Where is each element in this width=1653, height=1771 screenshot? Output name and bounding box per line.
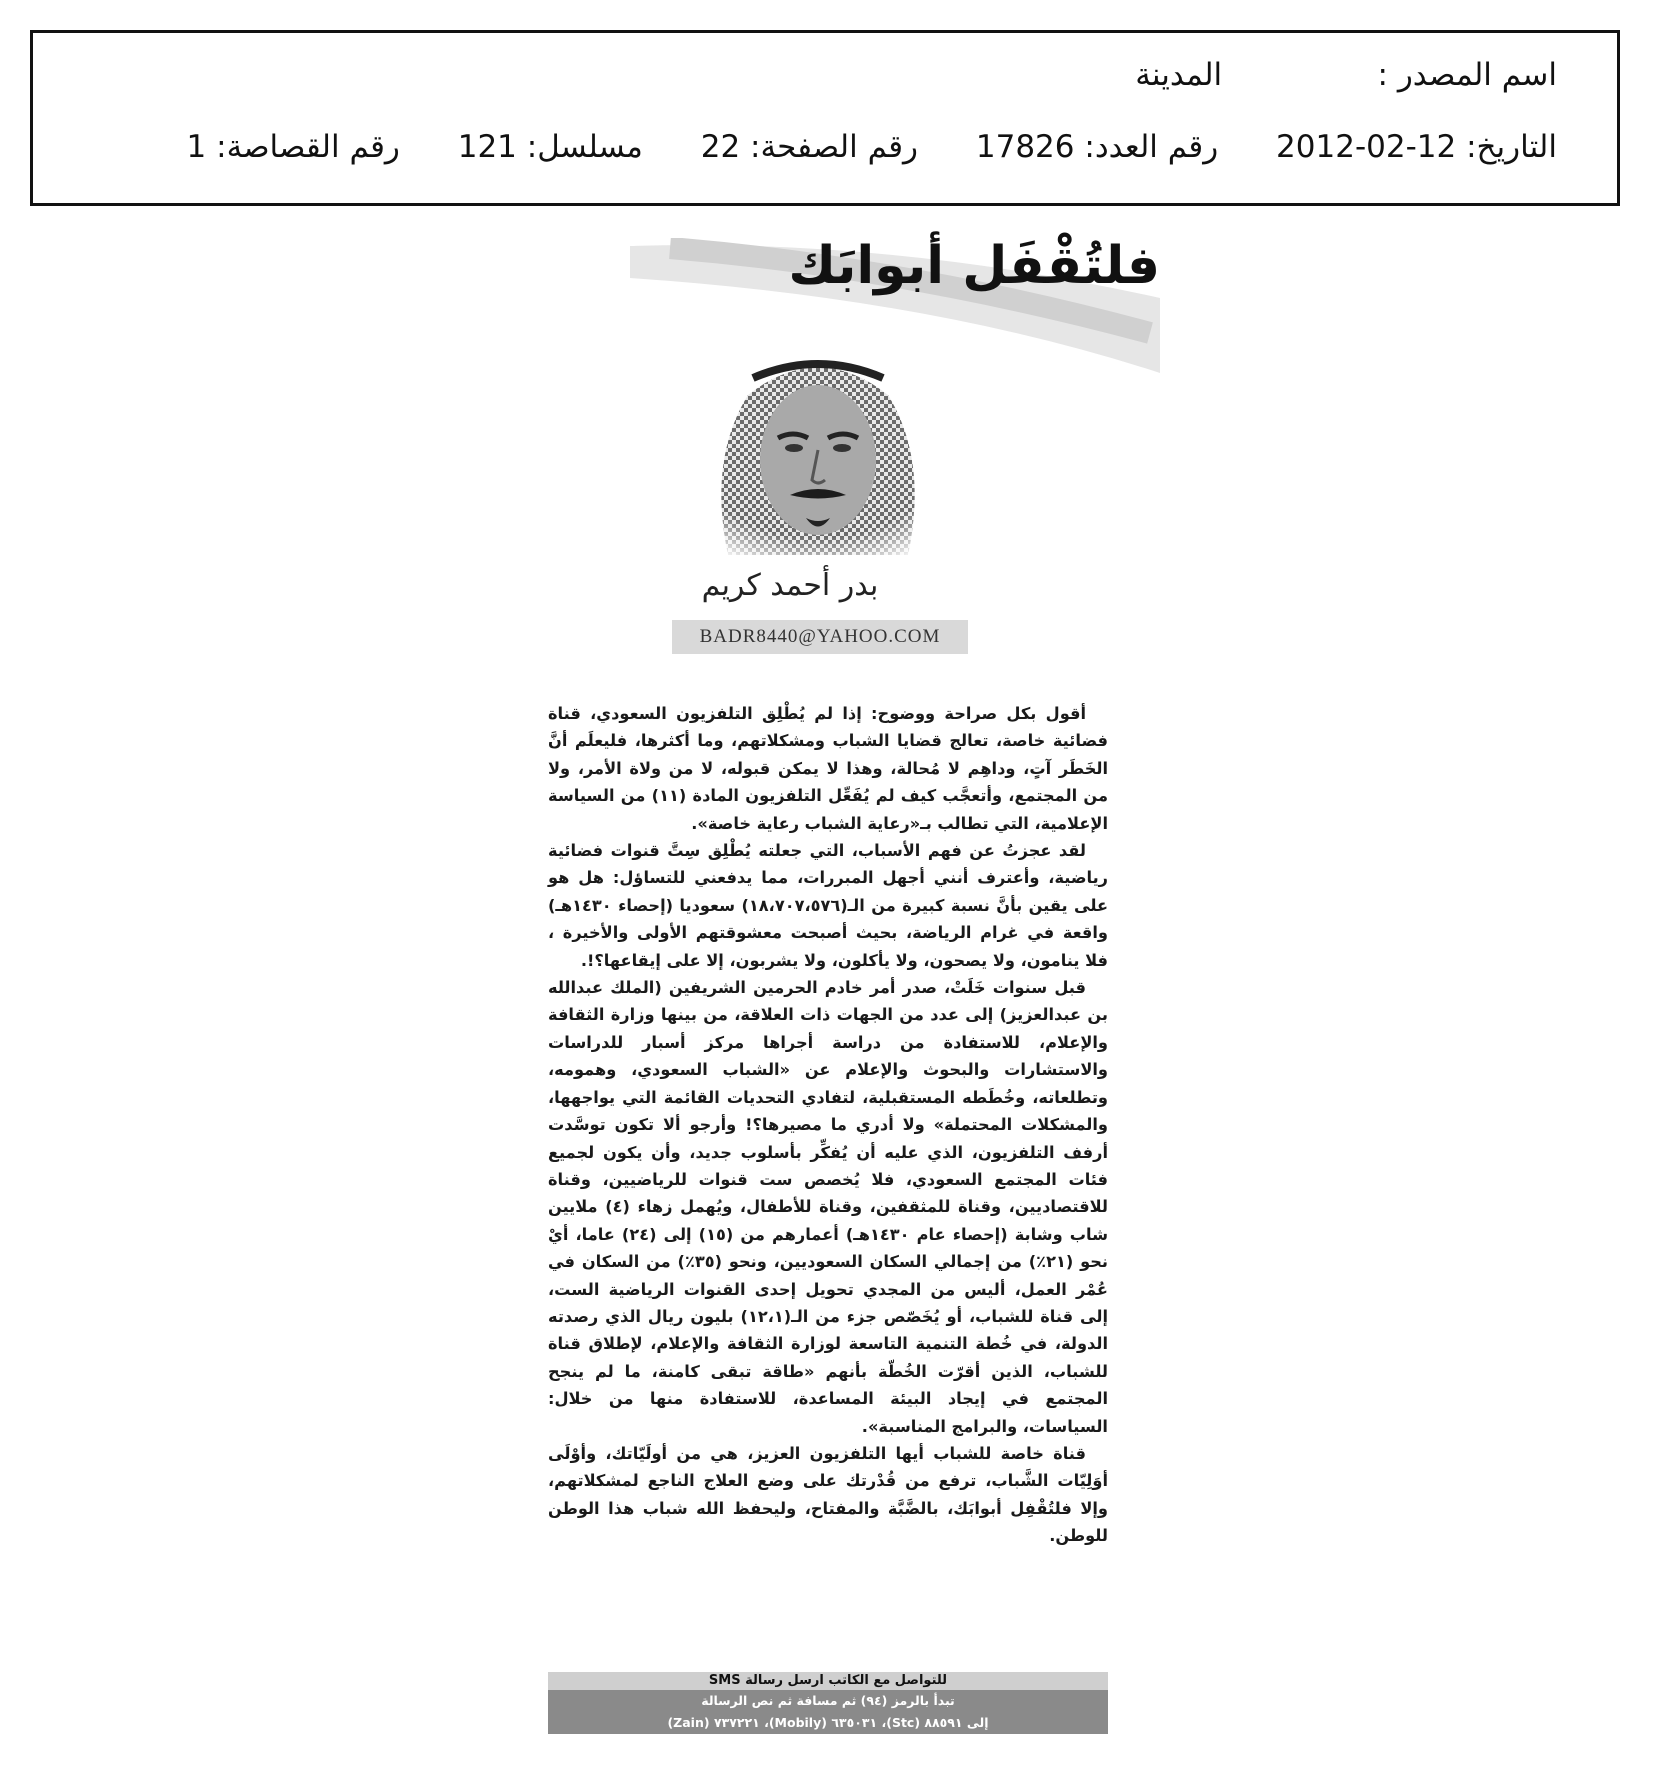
source-label: اسم المصدر :: [1377, 57, 1557, 93]
article-headline: فلتُقْفَل أبوابَك: [788, 236, 1160, 296]
author-portrait: [668, 340, 968, 555]
sms-title: للتواصل مع الكاتب ارسل رسالة SMS: [548, 1672, 1108, 1690]
issue-label: رقم العدد:: [1084, 129, 1219, 165]
date-value: 2012-02-12: [1276, 129, 1457, 165]
body-paragraph: قبل سنوات خَلَتْ، صدر أمر خادم الحرمين الشريفين (الملك عبدالله بن عبدالعزيز) إلى عدد من الجهات ذات العلاقة، من بينها وزارة الثقافة والإعلام، للاستفادة من دراسة أجراها مركز أسبار للدراسات والاستشارات والبحوث والإعلام عن «الشباب السعودي، وهمومه، وتطلعاته، وخُطَطه المستقبلية، لتفادي التحديات القائمة التي يواجهها، والمشكلات المحتملة» ولا أدري ما مصيرها؟! وأرجو ألا تكون توسَّدت أرفف التلفزيون، الذي عليه أن يُفكِّر بأسلوب جديد، وأن يكون لجميع فئات المجتمع السعودي، فلا يُخصص ست قنوات للرياضيين، وقناة للاقتصاديين، وقناة للمثقفين، وقناة للأطفال، ويُهمل زهاء (٤) ملايين شاب وشابة (إحصاء عام ١٤٣٠هـ) أعمارهم من (١٥) إلى (٢٤) عاما، أيْ نحو (٢١٪) من إجمالي السكان السعوديين، ونحو (٣٥٪) من السكان في عُمْر العمل، أليس من المجدي تحويل إحدى القنوات الرياضية الست، إلى قناة للشباب، أو يُخَصّص جزء من الـ(١٢،١) بليون ريال الذي رصدته الدولة، في خُطة التنمية التاسعة لوزارة الثقافة والإعلام، لإطلاق قناة للشباب، الذين أقرّت الخُطّة بأنهم «طاقة تبقى كامنة، ما لم ينجح المجتمع في إيجاد البيئة المساعدة، للاستفادة منها من خلال: السياسات، والبرامج المناسبة».: [548, 978, 1109, 1436]
body-paragraph: قناة خاصة للشباب أيها التلفزيون العزيز، هي من أولَيّاتك، وأوْلَى أوَلِيّات الشَّباب، ترفع من قُدْرتك على وضع العلاج الناجع لمشكلاتهم، وإلا فلتُقْفِل أبوابَك، بالضَّبَّة والمفتاح، وليحفظ الله شباب هذا الوطن للوطن.: [548, 1443, 1108, 1546]
serial-label: مسلسل:: [526, 129, 643, 165]
clip-label: رقم القصاصة:: [216, 129, 400, 165]
author-name: بدر أحمد كريم: [701, 568, 879, 603]
serial-value: 121: [457, 129, 517, 165]
sms-instructions: تبدأ بالرمز (٩٤) ثم مسافة ثم نص الرسالة: [548, 1690, 1108, 1712]
page-value: 22: [700, 129, 741, 165]
date-label: التاريخ:: [1466, 129, 1557, 165]
author-email: BADR8440@YAHOO.COM: [672, 620, 968, 654]
body-paragraph: لقد عجزتُ عن فهم الأسباب، التي جعلته يُطْلِق سِتَّ قنوات فضائية رياضية، وأعترف أنني أجهل المبررات، مما يدفعني للتساؤل: هل هو على يقين بأنَّ نسبة كبيرة من الـ(١٨،٧٠٧،٥٧٦) سعوديا (إحصاء ١٤٣٠هـ) واقعة في غرام الرياضة، بحيث أصبحت معشوقتهم الأولى والأخيرة ، فلا ينامون، ولا يصحون، ولا يأكلون، ولا يشربون، إلا على إيقاعها؟!.: [548, 841, 1108, 970]
clip-value: 1: [186, 129, 207, 165]
sms-numbers: إلى ٨٨٥٩١ (Stc)، ٦٣٥٠٣١ (Mobily)، ٧٣٧٢٢١ (Zain): [548, 1712, 1108, 1734]
article-body: [548, 700, 1108, 1550]
sms-contact-box: [548, 1672, 1108, 1734]
source-value: المدينة: [1135, 57, 1223, 93]
page-label: رقم الصفحة:: [750, 129, 919, 165]
issue-value: 17826: [975, 129, 1075, 165]
body-paragraph: أقول بكل صراحة ووضوح: إذا لم يُطْلِق التلفزيون السعودي، قناة فضائية خاصة، تعالج قضايا الشباب ومشكلاتهم، وما أكثرها، فليعلَم أنَّ الخَطَر آتٍ، وداهِم لا مُحالة، وهذا لا يمكن قبوله، لا من ولاة الأمر، ولا من المجتمع، وأتعجَّب كيف لم يُفَعِّل التلفزيون المادة (١١) من السياسة الإعلامية، التي تطالب بـ«رعاية الشباب رعاية خاصة».: [548, 704, 1108, 833]
